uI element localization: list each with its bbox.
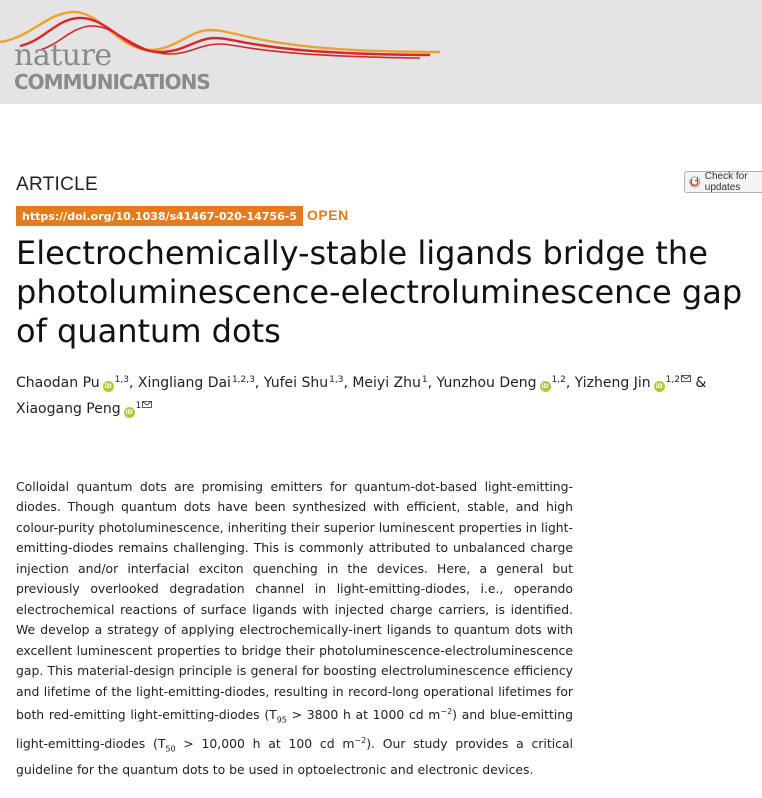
article-type-label: ARTICLE — [16, 174, 98, 195]
author-name[interactable]: Xingliang Dai — [137, 375, 231, 391]
author-entry — [352, 375, 432, 391]
abstract-text-2: > 3800 h at 1000 cd m — [286, 707, 441, 723]
orcid-icon[interactable]: iD — [655, 383, 663, 390]
abstract-sub-t95: 95 — [276, 715, 287, 725]
orcid-icon[interactable]: iD — [125, 409, 133, 416]
orcid-icon[interactable]: iD — [541, 383, 549, 390]
journal-banner — [0, 0, 762, 104]
check-updates-icon — [689, 175, 701, 189]
author-entry — [16, 375, 133, 391]
author-separator: , — [128, 375, 134, 391]
author-affiliation: 1,3 — [329, 375, 344, 385]
author-name[interactable]: Xiaogang Peng — [16, 401, 121, 417]
author-affiliation: 1,2 — [665, 375, 680, 385]
author-name[interactable]: Yizheng Jin — [574, 375, 651, 391]
author-list — [16, 369, 756, 421]
abstract-text-4: > 10,000 h at 100 cd m — [175, 736, 355, 752]
author-name[interactable]: Chaodan Pu — [16, 375, 100, 391]
author-name[interactable]: Yunzhou Deng — [436, 375, 537, 391]
author-separator: , — [427, 375, 433, 391]
open-access-label: OPEN — [307, 207, 349, 223]
envelope-icon[interactable] — [681, 375, 691, 382]
author-name[interactable]: Meiyi Zhu — [352, 375, 421, 391]
author-separator: & — [690, 375, 707, 391]
author-entry — [437, 375, 571, 391]
author-affiliation: 1,2 — [551, 375, 566, 385]
author-entry — [575, 375, 707, 391]
author-separator: , — [254, 375, 260, 391]
author-entry — [264, 375, 348, 391]
abstract-sup-1: −2 — [440, 706, 453, 716]
abstract-text-1: Colloidal quantum dots are promising emitters for quantum-dot-based light-emitting-diodes. Though quantum dots have been synthesized with efficient, stable, and high colour-purity photoluminescence, inheriting their superior luminescent properties in light-emitting-diodes remains challenging. This is commonly attributed to unbalanced charge injection and/or interfacial exciton quenching in the devices. Here, a general but previously overlooked degradation channel in light-emitting-diodes, i.e., operando electrochemical reactions of surface ligands with injected charge carriers, is identified. We develop a strategy of applying electrochemically-inert ligands to quantum dots with excellent luminescent properties to bridge their photoluminescence-electroluminescence gap. This material-design principle is general for boosting electroluminescence efficiency and lifetime of the light-emitting-diodes, resulting in record-long operational lifetimes for both red-emitting light-emitting-diodes (T — [16, 479, 573, 723]
abstract — [16, 477, 573, 781]
orcid-icon[interactable]: iD — [104, 383, 112, 390]
author-affiliation: 1,3 — [114, 375, 129, 385]
journal-name-communications: COMMUNICATIONS — [14, 70, 210, 94]
author-affiliation: 1 — [421, 375, 428, 385]
author-separator: , — [565, 375, 571, 391]
abstract-sup-2: −2 — [354, 736, 367, 746]
check-for-updates-label: Check for updates — [704, 171, 748, 193]
abstract-text-5: ). Our study provides a critical guideline for the quantum dots to be used in optoelectronic and electronic devices. — [16, 736, 573, 778]
abstract-text-3: ) and blue-emitting light-emitting-diodes (T — [16, 707, 573, 752]
journal-name-nature: nature — [14, 38, 112, 73]
envelope-icon[interactable] — [142, 401, 152, 408]
article-title: Electrochemically-stable ligands bridge the photoluminescence-electroluminescence gap of quantum dots — [16, 234, 743, 350]
author-name[interactable]: Yufei Shu — [263, 375, 329, 391]
author-affiliation: 1 — [135, 401, 142, 411]
abstract-sub-t50: 50 — [165, 744, 176, 754]
author-separator: , — [343, 375, 348, 391]
doi-link[interactable]: https://doi.org/10.1038/s41467-020-14756-5 — [16, 206, 303, 226]
check-for-updates-button[interactable] — [684, 171, 762, 193]
author-affiliation: 1,2,3 — [231, 375, 255, 385]
author-entry — [16, 401, 152, 417]
author-entry — [138, 375, 259, 391]
